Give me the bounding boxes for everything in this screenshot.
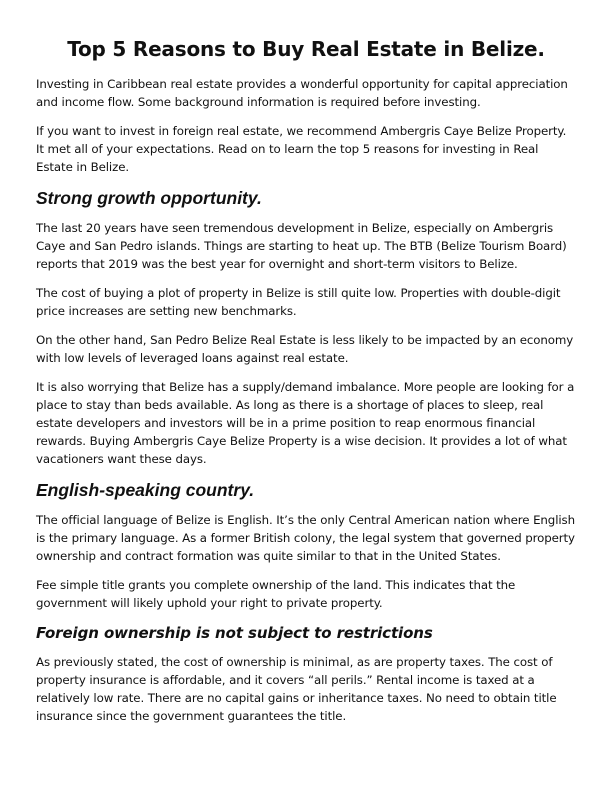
intro-text-before-link: If you want to invest in foreign real estate, we recommend	[36, 124, 381, 138]
intro-text-after-link: . It met all of your expectations. Read on to learn the top 5 reasons for investing in Real Estate in Belize.	[36, 124, 567, 174]
section-heading-growth: Strong growth opportunity.	[36, 188, 262, 208]
growth-text-after-link: is a wise decision. It provides a lot of what vacationers want these days.	[36, 434, 567, 466]
growth-paragraph-1: The last 20 years have seen tremendous development in Belize, especially on Ambergris Caye and San Pedro islands. Things are starting to heat up. The BTB (Belize Tourism Board) reports that 2019 was the best year for overnight and short-term visitors to Belize.	[36, 221, 567, 271]
intro-paragraph-1: Investing in Caribbean real estate provides a wonderful opportunity for capital appreciation and income flow. Some background information is required before investing.	[36, 77, 568, 109]
ambergris-property-link-1[interactable]: Ambergris Caye Belize Property	[380, 124, 563, 138]
ambergris-property-link-2[interactable]: Ambergris Caye Belize Property	[133, 434, 318, 448]
ownership-paragraph-1: As previously stated, the cost of ownership is minimal, as are property taxes. The cost of property insurance is affordable, and it covers “all perils.” Rental income is taxed at a relatively low rate. There are no capital gains or inheritance taxes. No need to obtain title insurance since the government guarantees the title.	[36, 655, 557, 723]
section-heading-ownership: Foreign ownership is not subject to restrictions	[36, 624, 433, 642]
growth-paragraph-3: On the other hand, San Pedro Belize Real Estate is less likely to be impacted by an economy with low levels of leveraged loans against real estate.	[36, 333, 574, 365]
growth-paragraph-4	[36, 378, 576, 468]
growth-paragraph-2: The cost of buying a plot of property in Belize is still quite low. Properties with double-digit price increases are setting new benchmarks.	[36, 286, 561, 318]
english-paragraph-1: The official language of Belize is English. It’s the only Central American nation where English is the primary language. As a former British colony, the legal system that governed property ownership and contract formation was quite similar to that in the United States.	[36, 513, 575, 563]
section-heading-english: English-speaking country.	[36, 480, 255, 500]
intro-paragraph-2	[36, 122, 576, 176]
english-paragraph-2: Fee simple title grants you complete ownership of the land. This indicates that the government will likely uphold your right to private property.	[36, 578, 516, 610]
growth-text-before-link: It is also worrying that Belize has a supply/demand imbalance. More people are looking for a place to stay than beds available. As long as there is a shortage of places to sleep, real estate developers and investors will be in a prime position to reap enormous financial rewards. Buying	[36, 380, 575, 448]
page-title: Top 5 Reasons to Buy Real Estate in Belize.	[67, 37, 545, 61]
